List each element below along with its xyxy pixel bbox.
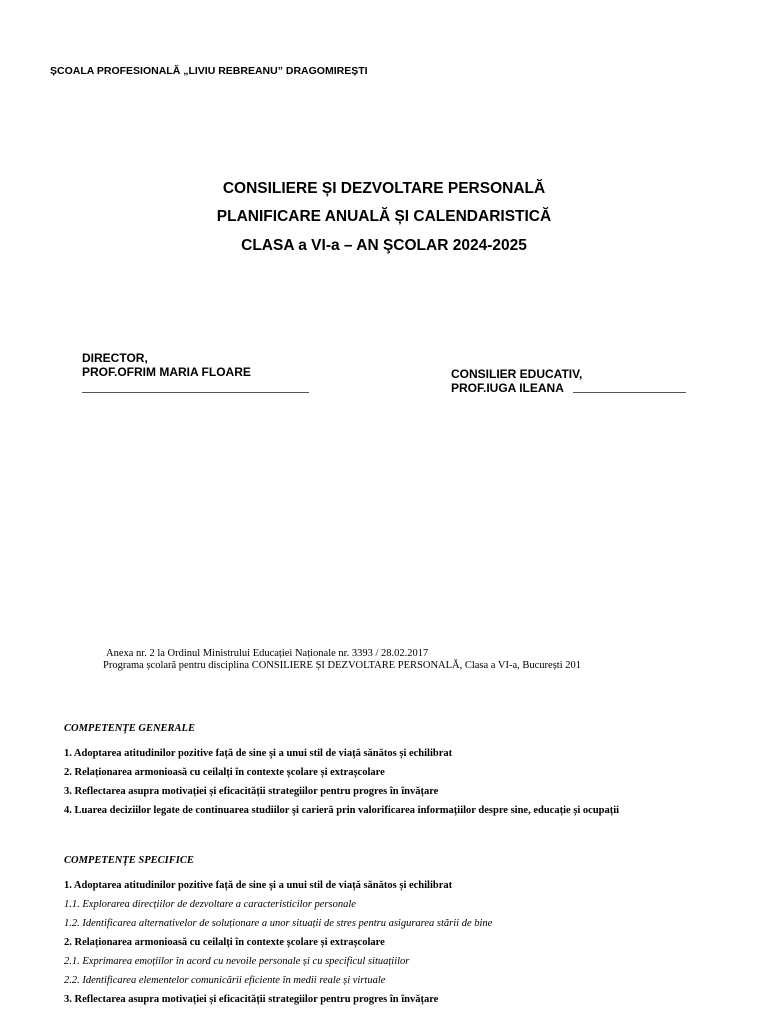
specific-competence-group: 2. Relaționarea armonioasă cu ceilalți în contexte școlare și extrașcolare <box>64 937 385 948</box>
director-role: DIRECTOR, <box>82 351 148 365</box>
specific-competence-group: 3. Reflectarea asupra motivației și eficacității strategiilor pentru progres în învățare <box>64 994 439 1005</box>
director-signature-block <box>82 351 251 379</box>
title-line-1: CONSILIERE ȘI DEZVOLTARE PERSONALĂ <box>222 180 546 197</box>
annex-line-1: Anexa nr. 2 la Ordinul Ministrului Educației Naționale nr. 3393 / 28.02.2017 <box>106 648 429 659</box>
counselor-signature-line <box>573 392 686 393</box>
director-name: PROF.OFRIM MARIA FLOARE <box>82 365 251 379</box>
title-line-2: PLANIFICARE ANUALĂ ȘI CALENDARISTICĂ <box>216 208 552 225</box>
school-name: ȘCOALA PROFESIONALĂ „LIVIU REBREANU” DRAGOMIREȘTI <box>50 65 368 77</box>
specific-competences-heading: COMPETENŢE SPECIFICE <box>64 855 194 866</box>
specific-competence-item: 2.1. Exprimarea emoțiilor în acord cu nevoile personale și cu specificul situațiilor <box>64 956 410 967</box>
specific-competence-item: 1.1. Explorarea direcțiilor de dezvoltare a caracteristicilor personale <box>64 899 356 910</box>
counselor-name: PROF.IUGA ILEANA <box>451 381 564 395</box>
director-signature-line <box>82 392 309 393</box>
general-competences-heading: COMPETENŢE GENERALE <box>64 723 195 734</box>
general-competence-item: 3. Reflectarea asupra motivației și eficacității strategiilor pentru progres în învățare <box>64 786 439 797</box>
general-competence-item: 2. Relaționarea armonioasă cu ceilalți în contexte școlare și extrașcolare <box>64 767 385 778</box>
general-competence-item: 4. Luarea deciziilor legate de continuarea studiilor şi carieră prin valorificarea informațiilor despre sine, educație și ocupații <box>64 805 620 816</box>
specific-competence-item: 1.2. Identificarea alternativelor de soluționare a unor situații de stres pentru asigurarea stării de bine <box>64 918 493 929</box>
general-competence-item: 1. Adoptarea atitudinilor pozitive față de sine şi a unui stil de viață sănătos și echilibrat <box>64 748 453 759</box>
counselor-signature-block <box>451 367 582 395</box>
specific-competence-item: 2.2. Identificarea elementelor comunicării eficiente în medii reale și virtuale <box>64 975 386 986</box>
specific-competence-group: 1. Adoptarea atitudinilor pozitive față de sine şi a unui stil de viață sănătos și echilibrat <box>64 880 453 891</box>
counselor-role: CONSILIER EDUCATIV, <box>451 367 583 381</box>
annex-line-2: Programa școlară pentru disciplina CONSILIERE ȘI DEZVOLTARE PERSONALĂ, Clasa a VI-a, București 201 <box>103 660 582 671</box>
title-line-3: CLASA a VI-a – AN ŞCOLAR 2024-2025 <box>241 237 527 254</box>
